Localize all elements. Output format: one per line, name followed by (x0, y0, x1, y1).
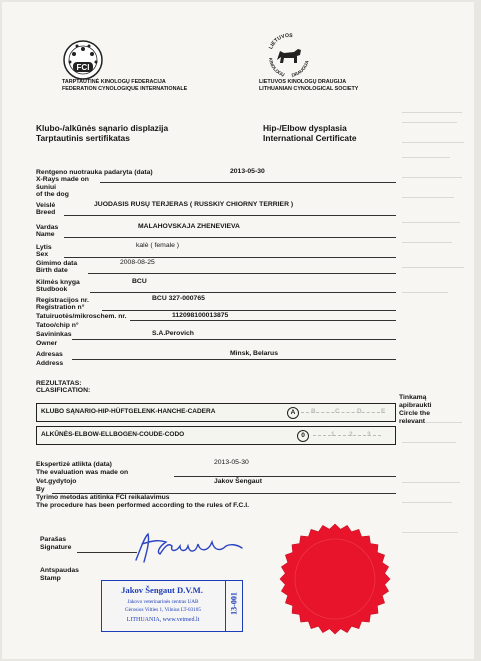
birth-label-en: Birth date (36, 267, 68, 274)
certificate-page (2, 2, 474, 659)
name-label-lt: Vardas (36, 224, 59, 231)
procedure-text-lt: Tyrimo metodas atitinka FCI reikalavimus (36, 494, 170, 501)
registration-label-lt: Registracijos nr. (36, 297, 89, 304)
lkd-name-en: LITHUANIAN CYNOLOGICAL SOCIETY (259, 86, 359, 92)
circle-note-3: Circle the (399, 410, 430, 417)
tattoo-label-lt: Tatuiruotės/mikroschem. nr. (36, 313, 127, 320)
owner-label-lt: Savininkas (36, 331, 72, 338)
evaluation-date-label-en: The evaluation was made on (36, 469, 129, 476)
circle-note-1: Tinkamą (399, 394, 427, 401)
studbook-label-en: Studbook (36, 286, 68, 293)
fci-logo-text: FCI (76, 63, 90, 72)
dog-label-en: of the dog (36, 191, 69, 198)
title-en-line2: International Certificate (263, 133, 357, 143)
elbow-label: ALKŪNĖS-ELBOW-ELLBOGEN-COUDE-CODO (41, 431, 185, 438)
red-seal (278, 522, 392, 636)
address-value: Minsk, Belarus (230, 350, 278, 357)
owner-value: S.A.Perovich (152, 330, 194, 337)
breed-label-lt: Veislė (36, 202, 56, 209)
vet-label-lt: Vet.gydytojo (36, 478, 77, 485)
hip-grade-d: D (357, 408, 362, 415)
lkd-logo-right: DRAUGIJA (291, 59, 310, 78)
lkd-logo (264, 33, 314, 79)
signature-label-lt: Parašas (40, 536, 67, 543)
birth-value: 2008-08-25 (120, 259, 155, 266)
registration-label-en: Registration n° (36, 304, 85, 311)
sex-label-en: Sex (36, 251, 49, 258)
procedure-text-en: The procedure has been performed according to the rules of F.C.I. (36, 502, 250, 509)
lkd-logo-left: KINOLOGŲ (267, 57, 286, 78)
name-value: MALAHOVSKAJA ZHENEVIEVA (138, 223, 240, 230)
lkd-name-lt: LIETUVOS KINOLOGŲ DRAUGIJA (259, 79, 347, 85)
vet-value: Jakov Šengaut (214, 478, 262, 485)
breed-label-en: Breed (36, 209, 56, 216)
fci-logo (63, 40, 103, 80)
circle-note-4: relevant (399, 418, 426, 425)
lkd-logo-top: LIETUVOS (268, 33, 293, 51)
xray-label-lt: Rentgeno nuotrauka padaryta (data) (36, 169, 153, 176)
elbow-selected-grade: 0 (297, 430, 309, 442)
hip-result-box (36, 403, 396, 422)
tattoo-label-en: Tatoo/chip n° (36, 322, 79, 329)
stamp-line-3: LITHUANIA, www.vetmed.lt (126, 617, 200, 623)
stamp-line-2: Gėrosios Vilties 1, Vilnius LT-03105 (125, 607, 201, 613)
title-lt-line1: Klubo-/alkūnės sąnario displazija (36, 123, 169, 133)
elbow-grade-1: 1 (331, 431, 335, 438)
vet-signature (130, 530, 250, 566)
fci-name-lt: TARPTAUTINĖ KINOLOGŲ FEDERACIJA (62, 79, 166, 85)
elbow-grade-2: 2 (349, 431, 353, 438)
stamp-line-1: Jakovo veterinarinės centras UAB (127, 599, 199, 605)
registration-value: BCU 327-000765 (152, 295, 205, 302)
signature-label-en: Signature (40, 544, 72, 551)
address-label-en: Address (36, 360, 64, 367)
hip-grade-e: E (381, 408, 386, 415)
result-heading-lt: REZULTATAS: (36, 380, 82, 387)
xray-label-en: X-Rays made on (36, 176, 89, 183)
stamp-label-en: Stamp (40, 575, 61, 582)
breed-value: JUODASIS RUSŲ TERJERAS ( RUSSKIY CHIORNY TERRIER ) (94, 201, 294, 208)
tattoo-value: 112098100013875 (172, 312, 229, 319)
vet-label-en: By (36, 486, 45, 493)
title-en-line1: Hip-/Elbow dysplasia (263, 123, 347, 133)
result-heading-en: CLASIFICATION: (36, 387, 91, 394)
elbow-result-box (36, 426, 396, 445)
title-lt-line2: Tarptautinis sertifikatas (36, 133, 130, 143)
circle-note-2: apibraukti (399, 402, 432, 409)
hip-grade-b: B (311, 408, 316, 415)
xray-date-value: 2013-05-30 (230, 168, 265, 175)
elbow-grade-3: 3 (367, 431, 371, 438)
reverse-side-bleed (402, 102, 474, 562)
birth-label-lt: Gimimo data (36, 260, 78, 267)
studbook-value: BCU (132, 278, 147, 285)
stamp-number: 13-001 (229, 592, 239, 615)
hip-selected-grade: A (287, 407, 299, 419)
sex-value: kalė ( female ) (136, 242, 180, 249)
owner-label-en: Owner (36, 340, 58, 347)
dog-label-lt: šuniui (36, 184, 57, 191)
fci-name-fr: FEDERATION CYNOLOGIQUE INTERNATIONALE (62, 86, 188, 92)
stamp-label-lt: Antspaudas (40, 567, 79, 574)
evaluation-date-label-lt: Ekspertizė atlikta (data) (36, 461, 112, 468)
name-label-en: Name (36, 231, 55, 238)
sex-label-lt: Lytis (36, 244, 52, 251)
studbook-label-lt: Kilmės knyga (36, 279, 80, 286)
svg-text:LIETUVOS (268, 33, 293, 50)
evaluation-date-value: 2013-05-30 (214, 459, 249, 466)
stamp-vet-name: Jakov Šengaut D.V.M. (121, 585, 203, 595)
address-label-lt: Adresas (36, 351, 63, 358)
hip-label: KLUBO SĄNARIO-HIP-HÜFTGELENK-HANCHE-CADERA (41, 408, 216, 415)
stamp-number-box (225, 581, 242, 631)
hip-grade-c: C (335, 408, 340, 415)
svg-text:DRAUGIJA (291, 59, 310, 78)
vet-stamp (101, 580, 243, 632)
